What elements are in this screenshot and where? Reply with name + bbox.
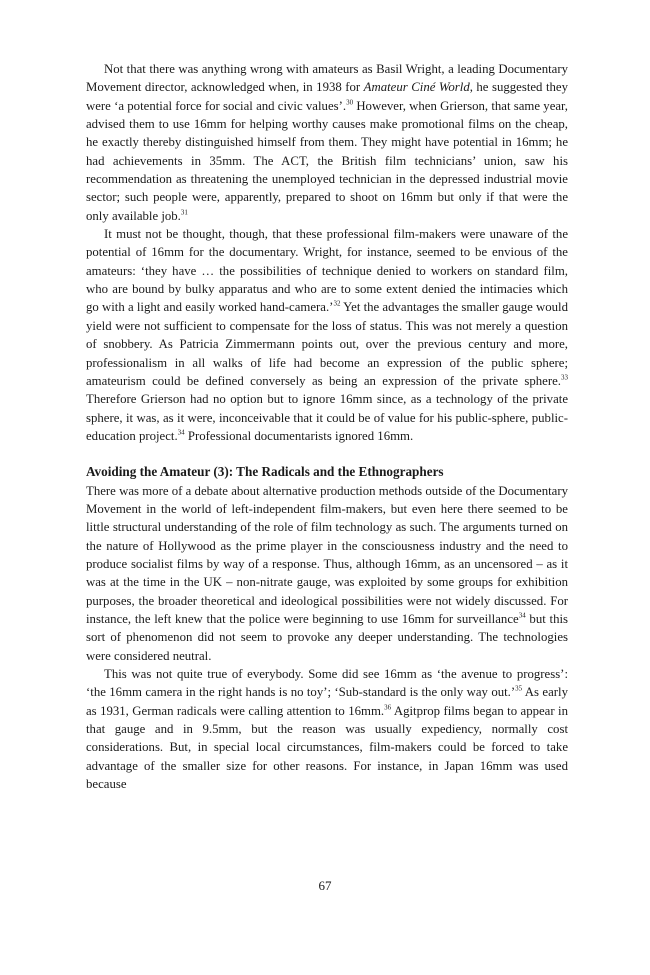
- paragraph-text: However, when Grierson, that same year, advised them to use 16mm for helping worthy causes make promotional films on the cheap, he exactly thereby distinguished himself from them. They might have potential in 16mm; he had achievements in 35mm. The ACT, the British film technicians’ union, saw his recommendation as threatening the unemployed technician in the depressed industrial movie sector; such people were, apparently, prepared to shoot on 16mm but only if that were the only available job.: [86, 98, 568, 223]
- footnote-marker: 34: [177, 428, 185, 437]
- paragraph-text: Professional documentarists ignored 16mm.: [184, 428, 414, 443]
- paragraph-text: but this sort of phenomenon did not seem to provoke any deeper understanding. The technologies were considered neutral.: [86, 611, 568, 663]
- paragraph-wright-amateurs: [86, 60, 568, 225]
- footnote-marker: 31: [180, 208, 188, 217]
- magazine-title: Amateur Ciné World: [363, 80, 470, 95]
- paragraph-avenue-to-progress: [86, 665, 568, 793]
- paragraph-text: Therefore Grierson had no option but to ignore 16mm since, as a technology of the private sphere, it was, as it were, inconceivable that it could be of value for his public-sphere, public-education project.: [86, 392, 568, 443]
- footnote-marker: 34: [518, 611, 526, 620]
- paragraph-text: Yet the advantages the smaller gauge would yield were not sufficient to compensate for the loss of status. This was not merely a question of snobbery. As Patricia Zimmermann points out, over the previous century and more, professionalism in all walks of life had become an expression of the public sphere; amateurism could be defined conversely as being an expression of the private sphere.: [86, 300, 568, 388]
- book-page-body: [86, 60, 568, 793]
- footnote-marker: 33: [561, 373, 568, 382]
- paragraph-text: It must not be thought, though, that these professional film-makers were unaware of the potential of 16mm for the documentary. Wright, for instance, seemed to be envious of the amateurs: ‘they have … the possibilities of technique denied to workers on standard film, who are bound by bulky apparatus and who are to some extent denied the intimacies which go with a light and easily worked hand-camera.’: [86, 227, 568, 315]
- paragraph-text: Not that there was anything wrong with amateurs as Basil Wright, a leading Documentary Movement director, acknowledged when, in 1938 for: [86, 62, 568, 95]
- footnote-marker: 32: [333, 300, 341, 309]
- paragraph-professional-potential: [86, 225, 568, 445]
- paragraph-text: , he suggested they were ‘a potential force for social and civic values’.: [86, 80, 568, 113]
- footnote-marker: 30: [346, 98, 354, 107]
- paragraph-text: As early as 1931, German radicals were calling attention to 16mm.: [86, 685, 568, 718]
- footnote-marker: 35: [515, 685, 523, 694]
- paragraph-text: This was not quite true of everybody. Some did see 16mm as ‘the avenue to progress’: ‘the 16mm camera in the right hands is no toy’; ‘Sub-standard is the only way out.’: [86, 667, 568, 700]
- paragraph-text: Agitprop films began to appear in that gauge and in 9.5mm, but the reason was usually expediency, normally cost considerations. But, in special local circumstances, film-makers could be forced to take advantage of the smaller size for other reasons. For instance, in Japan 16mm was used because: [86, 703, 568, 792]
- paragraph-text: There was more of a debate about alternative production methods outside of the Documentary Movement in the world of left-independent film-makers, but even here there seemed to be little structural understanding of the role of film technology as such. The arguments turned on the nature of Hollywood as the prime player in the consciousness industry and the need to produce socialist films by way of a response. Thus, although 16mm, as an uncensored – as it was at the time in the UK – non-nitrate gauge, was exploited by some groups for exhibition purposes, the broader theoretical and ideological possibilities were not widely discussed. For instance, the left knew that the police were beginning to use 16mm for surveillance: [86, 483, 568, 626]
- section-heading: Avoiding the Amateur (3): The Radicals and the Ethnographers: [86, 464, 444, 480]
- footnote-marker: 36: [384, 703, 392, 712]
- paragraph-radicals-debate: [86, 482, 568, 665]
- page-number: 67: [318, 878, 332, 893]
